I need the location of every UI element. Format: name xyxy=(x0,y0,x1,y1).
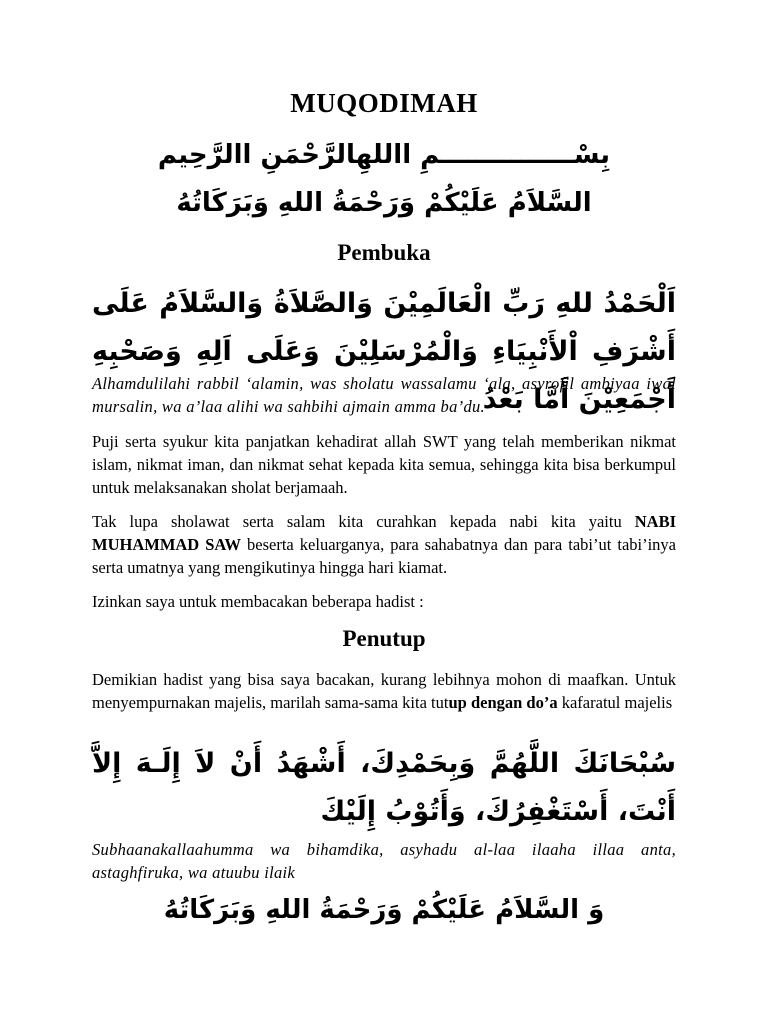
sholawat-text-4: . xyxy=(442,558,448,577)
paragraph-closing xyxy=(92,668,676,714)
paragraph-praise: Puji serta syukur kita panjatkan kehadirat allah SWT yang telah memberikan nikmat islam, nikmat iman, dan nikmat sehat kepada kita semua, sehingga kita bisa berkumpul untuk melaksanakan sholat berjamaah. xyxy=(92,432,676,497)
transliteration-kafaratul-majelis: Subhaanakallaahumma wa bihamdika, asyhadu al-laa ilaaha illaa anta, astaghfiruka, wa atuubu ilaik xyxy=(92,840,676,882)
sholawat-text-1: Tak lupa sholawat serta salam kita curahkan kepada nabi kita yaitu xyxy=(92,512,635,531)
salam-closing: وَ السَّلاَمُ عَلَيْكُمْ وَرَحْمَةُ اللهِ وَبَرَكَاتُهُ xyxy=(163,895,605,925)
arabic-opening-praise: اَلْحَمْدُ للهِ رَبِّ الْعَالَمِيْنَ وَالصَّلاَةُ وَالسَّلاَمُ عَلَى أَشْرَفِ اْلأَنْبِيَاءِ وَالْمُرْسَلِيْنَ وَعَلَى اَلِهِ وَصَحْبِهِ أَجْمَعِيْنَ أَمَّا بَعْدُ xyxy=(92,288,676,415)
heading-pembuka: Pembuka xyxy=(337,240,431,265)
heading-penutup: Penutup xyxy=(342,626,426,651)
sholawat-text-2: beserta keluarganya, para sahabatnya dan para xyxy=(241,535,569,554)
paragraph-hadist-intro: Izinkan saya untuk membacakan beberapa hadist : xyxy=(92,592,424,611)
closing-text-2: kafaratul majelis xyxy=(557,693,673,712)
basmalah: بِسْـــــــــــــــمِ االلهِالرَّحْمَنِ االرَّحِيم xyxy=(157,140,611,170)
transliteration-opening: Alhamdulilahi rabbil ‘alamin, was sholatu wassalamu ‘ala, asyrofil ambiyaa iwal mursalin, wa a’laa alihi wa sahbihi ajmain amma ba’du. xyxy=(92,374,676,416)
sholawat-prophet-name: NABI MUHAMMAD SAW xyxy=(92,512,676,554)
closing-text-bold: up dengan do’a xyxy=(448,693,558,712)
sholawat-text-3: tabi’ut tabi’inya serta umatnya yang mengikutinya hingga hari kiamat xyxy=(92,535,677,577)
paragraph-sholawat xyxy=(92,510,676,579)
page-title: MUQODIMAH xyxy=(290,88,478,118)
salam-opening: السَّلاَمُ عَلَيْكُمْ وَرَحْمَةُ اللهِ وَبَرَكَاتُهُ xyxy=(176,188,592,218)
arabic-kafaratul-majelis: سُبْحَانَكَ اللَّهُمَّ وَبِحَمْدِكَ، أَشْهَدُ أَنْ لاَ إِلَـهَ إِلاَّ أَنْتَ، أَسْتَغْفِرُكَ، وَأَتُوْبُ إِلَيْكَ xyxy=(92,748,676,827)
closing-text-1: Demikian hadist yang bisa saya bacakan, kurang lebihnya mohon di maafkan. Untuk menyempurnakan majelis, marilah sama-sama kita tut xyxy=(92,670,676,712)
